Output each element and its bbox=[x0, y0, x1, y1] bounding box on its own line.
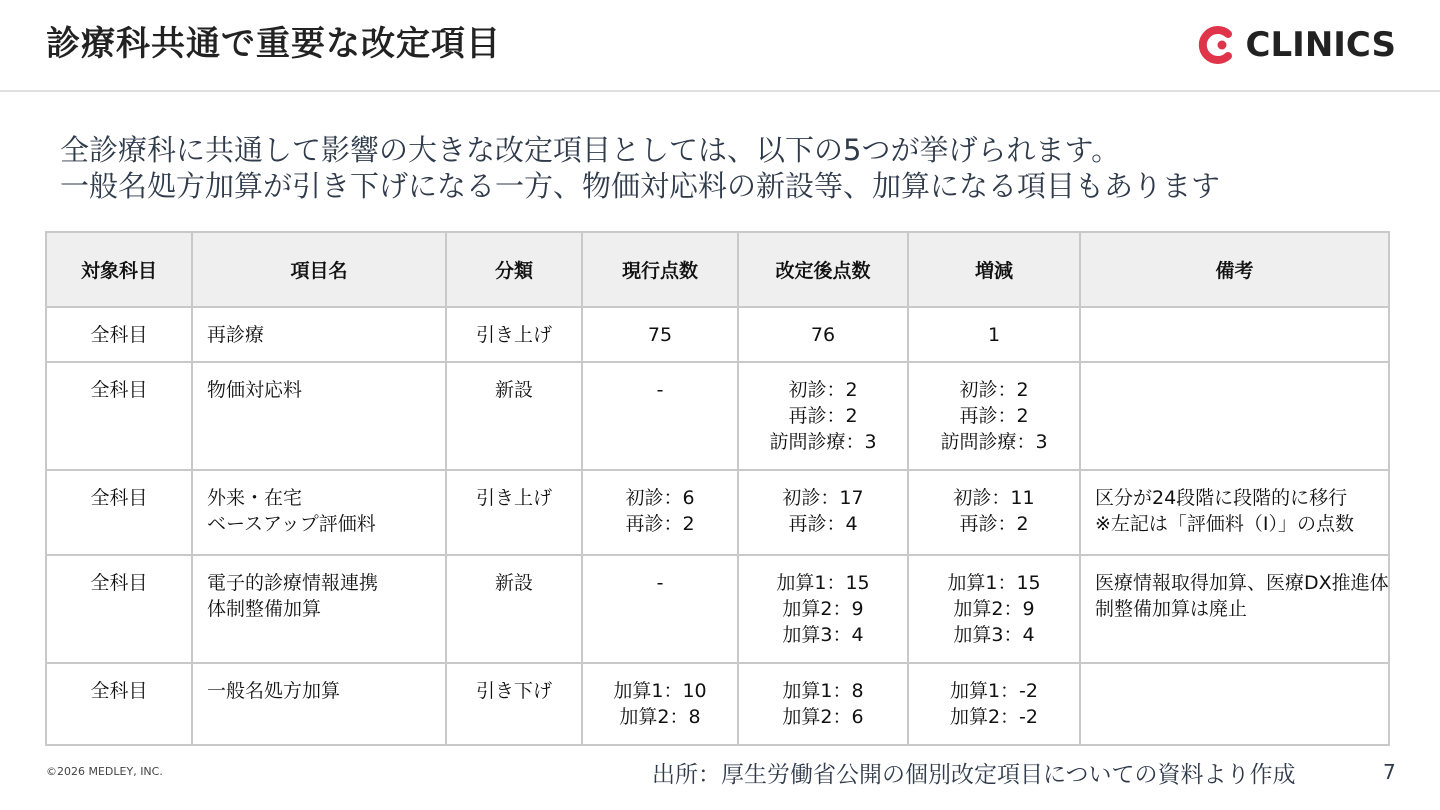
revised-points-cell bbox=[738, 362, 908, 470]
table-row bbox=[46, 470, 1389, 555]
note-cell bbox=[1080, 470, 1389, 555]
table-row bbox=[46, 555, 1389, 663]
current-points: - bbox=[656, 379, 664, 401]
current-points-cell bbox=[582, 555, 738, 663]
source-note: 出所：厚生労働省公開の個別改定項目についての資料より作成 bbox=[652, 762, 1296, 788]
header-bar bbox=[0, 0, 1440, 92]
subject-cell: 全科目 bbox=[46, 362, 192, 470]
revised-points: 加算1：15 bbox=[776, 572, 870, 594]
note-text: 医療情報取得加算、医療DX推進体 bbox=[1095, 572, 1389, 594]
lead-line-1: 全診療科に共通して影響の大きな改定項目としては、以下の5つが挙げられます。 bbox=[60, 133, 1121, 167]
revised-points-cell bbox=[738, 663, 908, 745]
category-cell: 新設 bbox=[446, 555, 582, 663]
page-title: 診療科共通で重要な改定項目 bbox=[46, 24, 501, 64]
change-cell bbox=[908, 663, 1080, 745]
change-points: 加算2：9 bbox=[953, 598, 1035, 620]
note-text: ※左記は「評価料（Ⅰ）」の点数 bbox=[1095, 513, 1355, 535]
current-points: 再診：2 bbox=[625, 513, 695, 535]
revised-points: 加算2：6 bbox=[782, 706, 864, 728]
revised-points: 初診：17 bbox=[782, 487, 864, 509]
note-cell bbox=[1080, 663, 1389, 745]
change-cell bbox=[908, 470, 1080, 555]
page-number: 7 bbox=[1383, 760, 1396, 784]
revised-points: 加算1：8 bbox=[782, 680, 864, 702]
change-points: 再診：2 bbox=[959, 405, 1029, 427]
change-points: 加算1：-2 bbox=[949, 680, 1039, 702]
current-points: - bbox=[656, 572, 664, 594]
note-cell bbox=[1080, 362, 1389, 470]
change-points: 初診：11 bbox=[953, 487, 1035, 509]
clinics-logo bbox=[1198, 24, 1396, 66]
change-points: 再診：2 bbox=[959, 513, 1029, 535]
change-cell bbox=[908, 307, 1080, 362]
item-text: 物価対応料 bbox=[207, 379, 303, 401]
revised-points: 再診：2 bbox=[788, 405, 858, 427]
revised-points: 加算3：4 bbox=[782, 624, 864, 646]
change-points: 初診：2 bbox=[959, 379, 1029, 401]
item-text: 外来・在宅 bbox=[207, 487, 303, 509]
item-text: 再診療 bbox=[207, 324, 265, 346]
item-text: ベースアップ評価料 bbox=[207, 513, 376, 535]
column-header: 備考 bbox=[1080, 232, 1389, 307]
category-cell: 引き上げ bbox=[446, 307, 582, 362]
item-cell bbox=[192, 307, 446, 362]
clinics-logo-icon bbox=[1198, 25, 1238, 65]
item-cell bbox=[192, 362, 446, 470]
revised-points: 再診：4 bbox=[788, 513, 858, 535]
current-points: 加算1：10 bbox=[613, 680, 707, 702]
note-text: 区分が24段階に段階的に移行 bbox=[1095, 487, 1348, 509]
column-header: 現行点数 bbox=[582, 232, 738, 307]
revision-table bbox=[45, 231, 1390, 746]
revised-points: 76 bbox=[810, 324, 836, 346]
item-cell bbox=[192, 663, 446, 745]
current-points-cell bbox=[582, 307, 738, 362]
subject-cell: 全科目 bbox=[46, 663, 192, 745]
revised-points-cell bbox=[738, 307, 908, 362]
revised-points-cell bbox=[738, 555, 908, 663]
current-points-cell bbox=[582, 470, 738, 555]
change-points: 加算2：-2 bbox=[949, 706, 1039, 728]
revised-points: 初診：2 bbox=[788, 379, 858, 401]
subject-cell: 全科目 bbox=[46, 555, 192, 663]
note-cell bbox=[1080, 555, 1389, 663]
change-points: 1 bbox=[987, 324, 1001, 346]
subject-cell: 全科目 bbox=[46, 307, 192, 362]
column-header: 増減 bbox=[908, 232, 1080, 307]
change-points: 訪問診療：3 bbox=[940, 431, 1048, 453]
category-cell: 引き下げ bbox=[446, 663, 582, 745]
column-header: 対象科目 bbox=[46, 232, 192, 307]
table-row bbox=[46, 663, 1389, 745]
change-points: 加算1：15 bbox=[947, 572, 1041, 594]
item-text: 電子的診療情報連携 bbox=[207, 572, 379, 594]
change-cell bbox=[908, 555, 1080, 663]
logo-text: CLINICS bbox=[1245, 25, 1396, 65]
table-row bbox=[46, 362, 1389, 470]
table-header-row bbox=[46, 232, 1389, 307]
change-points: 加算3：4 bbox=[953, 624, 1035, 646]
current-points: 加算2：8 bbox=[619, 706, 701, 728]
table-row bbox=[46, 307, 1389, 362]
change-cell bbox=[908, 362, 1080, 470]
category-cell: 引き上げ bbox=[446, 470, 582, 555]
note-text: 制整備加算は廃止 bbox=[1095, 598, 1248, 620]
item-text: 一般名処方加算 bbox=[207, 680, 341, 702]
lead-text bbox=[60, 132, 1220, 204]
revised-points: 訪問診療：3 bbox=[769, 431, 877, 453]
current-points-cell bbox=[582, 362, 738, 470]
current-points: 初診：6 bbox=[625, 487, 695, 509]
revised-points: 加算2：9 bbox=[782, 598, 864, 620]
item-cell bbox=[192, 555, 446, 663]
copyright: ©2026 MEDLEY, INC. bbox=[46, 765, 163, 778]
column-header: 分類 bbox=[446, 232, 582, 307]
subject-cell: 全科目 bbox=[46, 470, 192, 555]
current-points: 75 bbox=[647, 324, 673, 346]
item-cell bbox=[192, 470, 446, 555]
column-header: 項目名 bbox=[192, 232, 446, 307]
revised-points-cell bbox=[738, 470, 908, 555]
item-text: 体制整備加算 bbox=[207, 598, 322, 620]
column-header: 改定後点数 bbox=[738, 232, 908, 307]
lead-line-2: 一般名処方加算が引き下げになる一方、物価対応料の新設等、加算になる項目もあります bbox=[60, 169, 1221, 203]
note-cell bbox=[1080, 307, 1389, 362]
current-points-cell bbox=[582, 663, 738, 745]
category-cell: 新設 bbox=[446, 362, 582, 470]
